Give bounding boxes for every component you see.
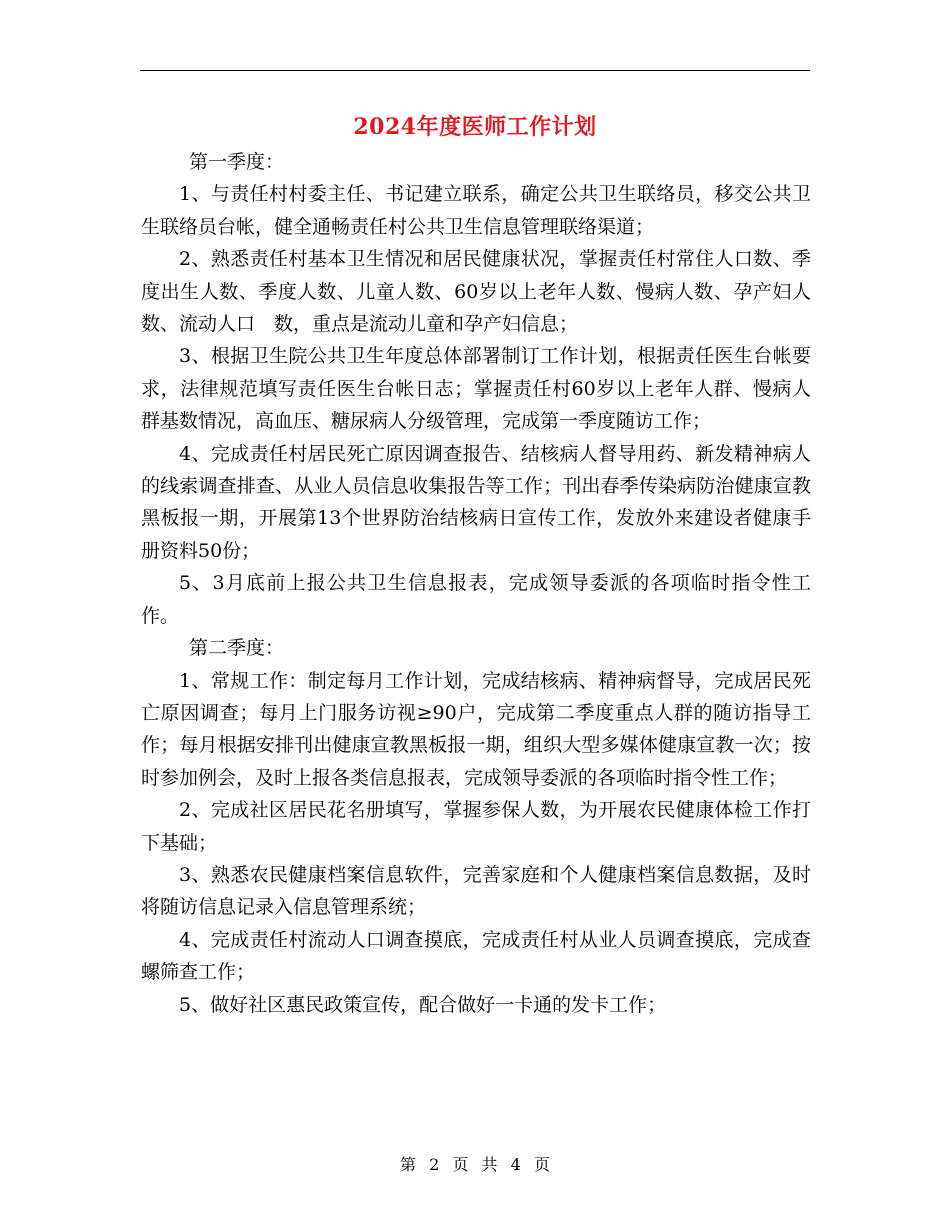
page-current: 2 [429, 1155, 440, 1174]
page-unit: 页 [452, 1155, 469, 1174]
list-item: 1、常规工作：制定每月工作计划，完成结核病、精神病督导，完成居民死亡原因调查；每月上门服务访视≥90户，完成第二季度重点人群的随访指导工作；每月根据安排刊出健康宣教黑板报一期，组织大型多媒体健康宣教一次；按时参加例会，及时上报各类信息报表，完成领导委派的各项临时指令性工作； [141, 669, 811, 789]
document-title: 2024年度医师工作计划 [353, 114, 597, 140]
list-item: 3、熟悉农民健康档案信息软件，完善家庭和个人健康档案信息数据，及时将随访信息记录入信息管理系统； [141, 863, 811, 919]
list-item: 1、与责任村村委主任、书记建立联系，确定公共卫生联络员，移交公共卫生联络员台帐，健全通畅责任村公共卫生信息管理联络渠道； [141, 183, 811, 238]
list-item: 2、熟悉责任村基本卫生情况和居民健康状况，掌握责任村常住人口数、季度出生人数、季度人数、儿童人数、60岁以上老年人数、慢病人数、孕产妇人数、流动人口 数，重点是流动儿童和孕产妇信息； [141, 248, 811, 336]
page-label: 第 [400, 1155, 417, 1174]
page-footer [0, 1154, 950, 1176]
list-item: 4、完成责任村居民死亡原因调查报告、结核病人督导用药、新发精神病人的线索调查排查、从业人员信息收集报告等工作；刊出春季传染病防治健康宣教黑板报一期，开展第13个世界防治结核病日宣传工作，发放外来建设者健康手册资料50份； [141, 442, 811, 562]
list-item: 3、根据卫生院公共卫生年度总体部署制订工作计划，根据责任医生台帐要求，法律规范填写责任医生台帐日志；掌握责任村60岁以上老年人群、慢病人群基数情况，高血压、糖尿病人分级管理，完成第一季度随访工作； [141, 345, 811, 433]
page-total: 4 [510, 1155, 521, 1174]
total-unit: 页 [533, 1155, 550, 1174]
section-heading-q1: 第一季度： [189, 151, 285, 173]
header-rule [140, 70, 810, 71]
list-item: 5、做好社区惠民政策宣传，配合做好一卡通的发卡工作； [179, 993, 667, 1016]
list-item: 5、3月底前上报公共卫生信息报表，完成领导委派的各项临时指令性工作。 [141, 572, 811, 627]
total-label: 共 [481, 1155, 498, 1174]
document-body [141, 146, 811, 1021]
list-item: 4、完成责任村流动人口调查摸底，完成责任村从业人员调查摸底，完成查螺筛查工作； [141, 928, 811, 984]
list-item: 2、完成社区居民花名册填写，掌握参保人数，为开展农民健康体检工作打下基础； [141, 799, 811, 854]
section-heading-q2: 第二季度： [189, 637, 285, 660]
